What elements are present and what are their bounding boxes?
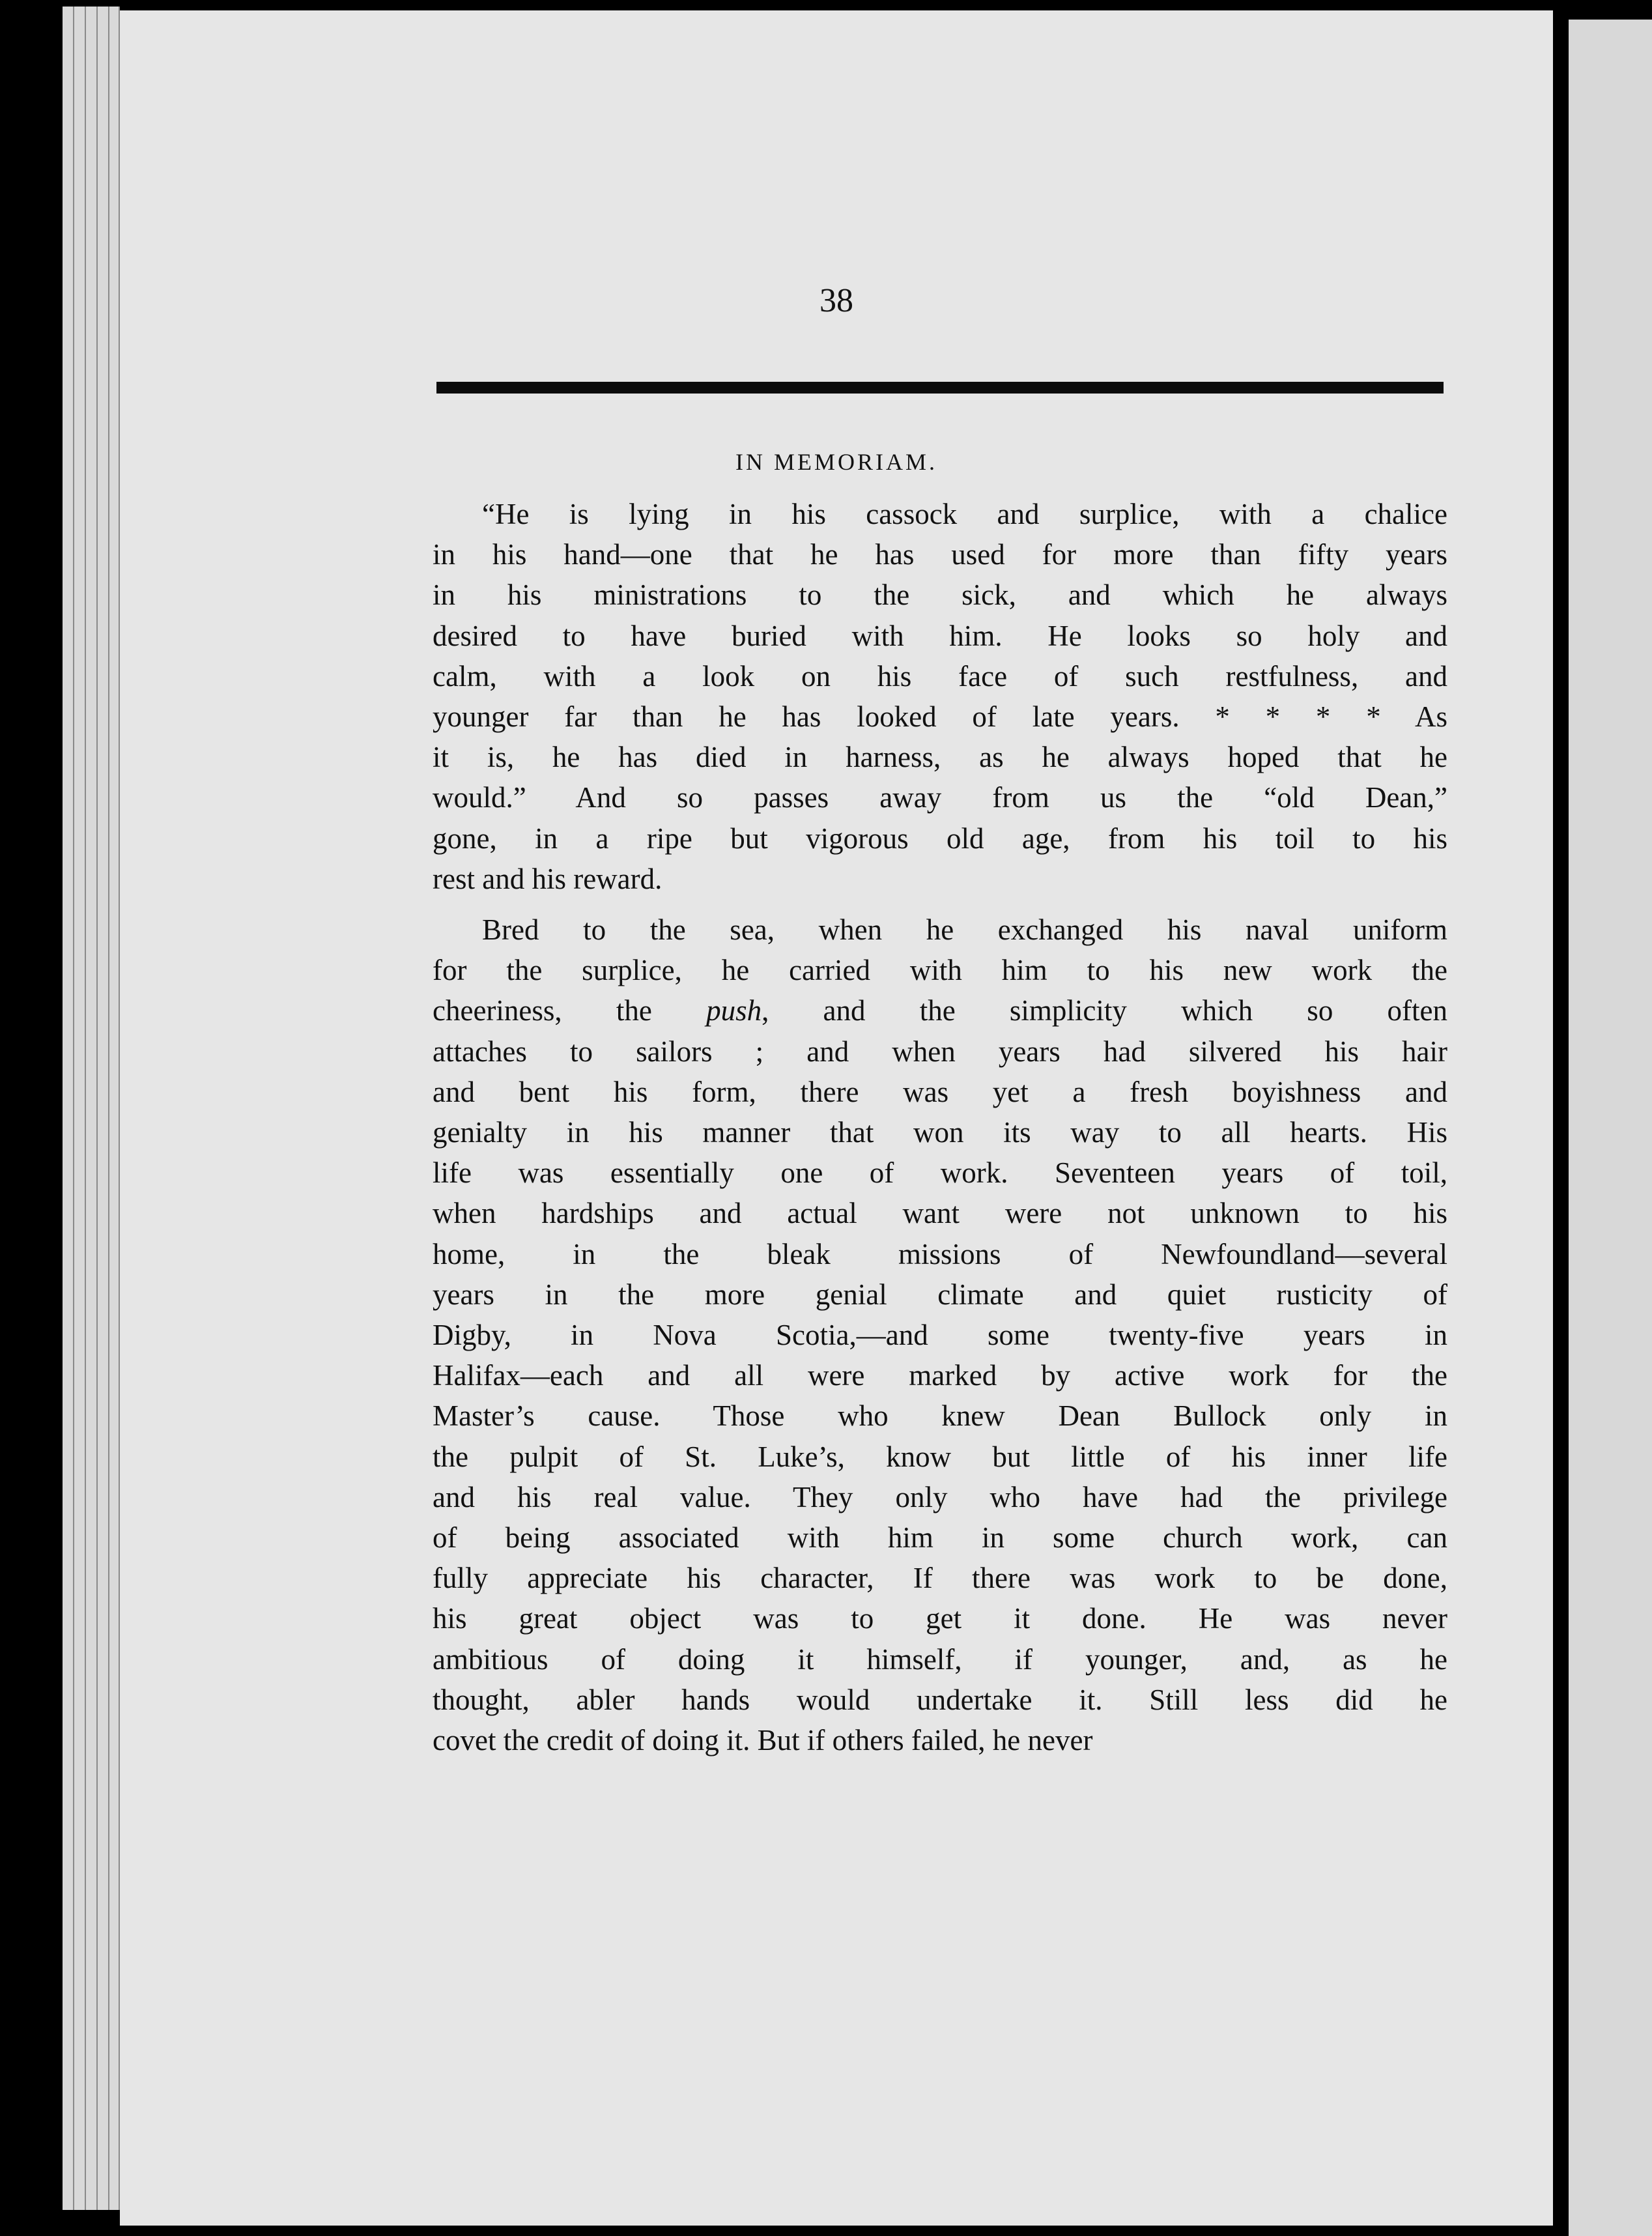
book-page-edge	[86, 7, 98, 2210]
text-line: it is, he has died in harness, as he always hoped that he	[433, 741, 1447, 774]
text-line: in his hand—one that he has used for more than fifty years	[433, 538, 1447, 571]
text-line: Master’s cause. Those who knew Dean Bullock only in	[433, 1399, 1447, 1433]
text-line: of being associated with him in some church work, can	[433, 1521, 1447, 1555]
text-line: years in the more genial climate and quiet rusticity of	[433, 1278, 1447, 1311]
text-line: “He is lying in his cassock and surplice, with a chalice	[482, 498, 1447, 530]
paragraph-in-memoriam-quote	[433, 494, 1447, 899]
book-page-edge	[98, 7, 109, 2210]
text-line: home, in the bleak missions of Newfoundland—several	[433, 1237, 1447, 1270]
text-line: Digby, in Nova Scotia,—and some twenty-five years in	[433, 1319, 1447, 1352]
text-line: his great object was to get it done. He was never	[433, 1602, 1447, 1635]
text-line: calm, with a look on his face of such restfulness, and	[433, 659, 1447, 693]
paragraph-biography	[433, 910, 1447, 1760]
body-text	[433, 494, 1447, 1760]
book-page-edge	[74, 7, 86, 2210]
page-number: 38	[819, 282, 853, 319]
text-line: and his real value. They only who have had the privilege	[433, 1480, 1447, 1513]
text-line: when hardships and actual want were not unknown to his	[433, 1197, 1447, 1230]
text-segment: cheeriness, the	[433, 994, 707, 1027]
facing-page-edge	[1569, 20, 1652, 2236]
text-line: ambitious of doing it himself, if younger, and, as he	[433, 1642, 1447, 1676]
text-line: gone, in a ripe but vigorous old age, from his toil to his	[433, 822, 1447, 855]
text-line: covet the credit of doing it. But if others failed, he never	[433, 1724, 1093, 1757]
text-segment: , and the simplicity which so often	[762, 994, 1447, 1027]
text-line: the pulpit of St. Luke’s, know but little of his inner life	[433, 1440, 1447, 1473]
text-line: life was essentially one of work. Seventeen years of toil,	[433, 1156, 1447, 1190]
text-line	[433, 990, 1447, 1031]
text-line: younger far than he has looked of late years. * * * * As	[433, 700, 1447, 734]
text-line: desired to have buried with him. He looks so holy and	[433, 619, 1447, 652]
text-line: would.” And so passes away from us the “old Dean,”	[433, 781, 1447, 814]
text-line: Halifax—each and all were marked by active work for the	[433, 1359, 1447, 1392]
book-page-edge	[63, 7, 74, 2210]
text-line: attaches to sailors ; and when years had silvered his hair	[433, 1035, 1447, 1068]
section-title: IN MEMORIAM.	[735, 449, 937, 475]
text-line: fully appreciate his character, If there was work to be done,	[433, 1562, 1447, 1595]
header-rule	[436, 382, 1444, 394]
text-line: Bred to the sea, when he exchanged his naval uniform	[482, 913, 1447, 947]
book-page-edge	[109, 7, 120, 2210]
book-page	[120, 10, 1553, 2226]
text-line: thought, abler hands would undertake it. Still less did he	[433, 1683, 1447, 1716]
text-line: and bent his form, there was yet a fresh boyishness and	[433, 1075, 1447, 1108]
text-line: rest and his reward.	[433, 862, 662, 895]
text-line: genialty in his manner that won its way to all hearts. His	[433, 1116, 1447, 1149]
text-line: in his ministrations to the sick, and which he always	[433, 579, 1447, 612]
italic-word: push	[706, 994, 762, 1027]
text-line: for the surplice, he carried with him to his new work the	[433, 954, 1447, 987]
